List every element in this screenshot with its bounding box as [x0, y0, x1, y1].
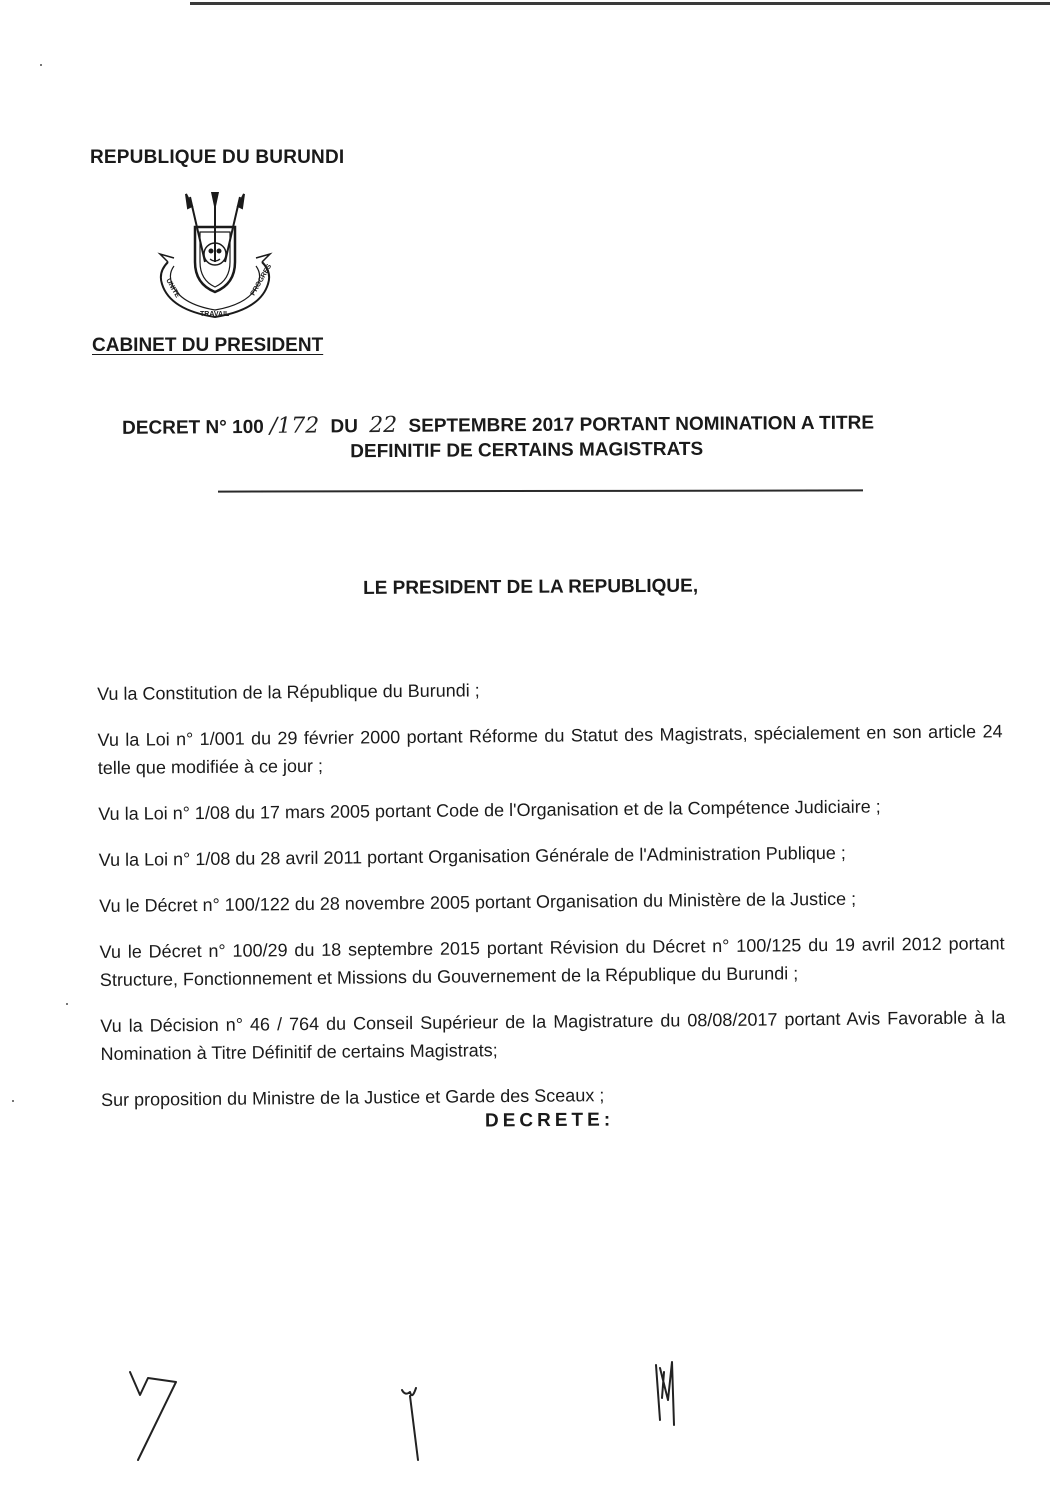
cabinet-header: CABINET DU PRESIDENT: [92, 335, 324, 356]
svg-text:UNITE: UNITE: [164, 277, 181, 300]
scan-speck: [66, 1003, 68, 1005]
scan-speck: [12, 1100, 14, 1102]
president-heading: LE PRESIDENT DE LA REPUBLIQUE,: [363, 575, 699, 599]
consideration-proposition: Sur proposition du Ministre de la Justice et Garde des Sceaux ;: [100, 1085, 605, 1110]
decree-number-handwritten: /172: [269, 413, 320, 439]
decree-title-line-1: [122, 410, 874, 440]
decree-number-prefix: DECRET N° 100: [122, 416, 264, 439]
consideration-loi-1-001: Vu la Loi n° 1/001 du 29 février 2000 portant Réforme du Statut des Magistrats, spécialement en son article 24 telle que modifiée à ce jour ;: [97, 721, 1003, 778]
decree-title: [100, 409, 1000, 463]
consideration-constitution: Vu la Constitution de la République du Burundi ;: [97, 680, 480, 704]
decree-title-line-2: DEFINITIF DE CERTAINS MAGISTRATS: [350, 438, 704, 463]
title-divider: [218, 489, 863, 492]
consideration-loi-1-08-2011: Vu la Loi n° 1/08 du 28 avril 2011 portant Organisation Générale de l'Administration Publique ;: [98, 842, 846, 870]
considerations-list: [97, 671, 1006, 1132]
consideration-loi-1-08-2005: Vu la Loi n° 1/08 du 17 mars 2005 portant Code de l'Organisation et de la Compétence Judiciaire ;: [98, 796, 881, 824]
scan-edge-line: [190, 2, 1050, 5]
decrete-heading: DECRETE:: [484, 1109, 615, 1132]
consideration-decision-46-764: Vu la Décision n° 46 / 764 du Conseil Supérieur de la Magistrature du 08/08/2017 portant Avis Favorable à la Nomination à Titre Définitif de certains Magistrats;: [100, 1007, 1006, 1064]
initial-mark-left: [130, 1372, 176, 1460]
scan-speck: [40, 64, 42, 66]
consideration-decret-100-122: Vu le Décret n° 100/122 du 28 novembre 2005 portant Organisation du Ministère de la Justice ;: [99, 888, 857, 916]
burundi-coat-of-arms-icon: [150, 192, 280, 332]
decree-du-label: DU: [330, 416, 359, 438]
svg-text:TRAVAIL: TRAVAIL: [200, 311, 230, 318]
initial-mark-center: [402, 1388, 418, 1460]
consideration-decret-100-29: Vu le Décret n° 100/29 du 18 septembre 2015 portant Révision du Décret n° 100/125 du 19 avril 2012 portant Structure, Fonctionnement et Missions du Gouvernement de la République du Burundi ;: [99, 933, 1005, 990]
decree-day-handwritten: 22: [369, 412, 398, 439]
svg-text:PROGRES: PROGRES: [249, 263, 274, 297]
republic-header: REPUBLIQUE DU BURUNDI: [90, 147, 345, 168]
initial-mark-right: [656, 1362, 674, 1425]
decree-title-rest: SEPTEMBRE 2017 PORTANT NOMINATION A TITRE: [408, 412, 875, 437]
